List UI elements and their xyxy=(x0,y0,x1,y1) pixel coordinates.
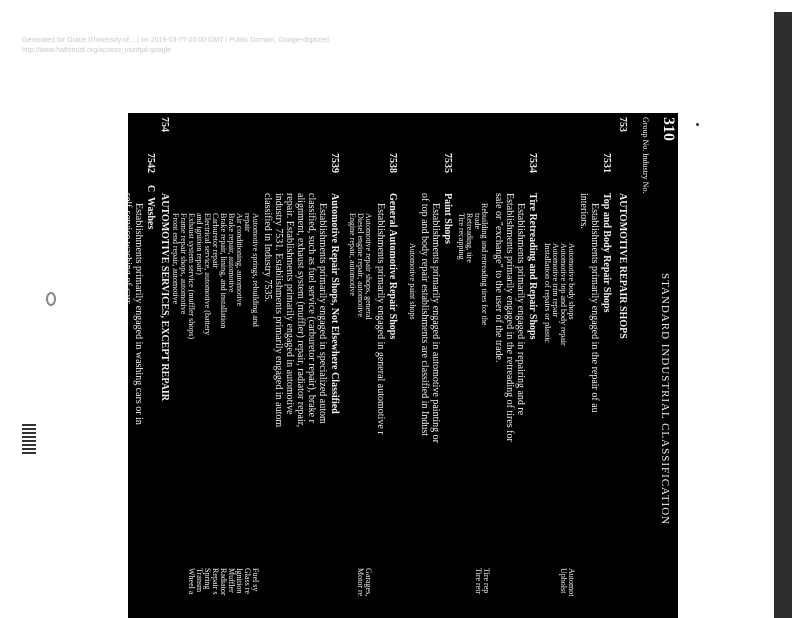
list-item: Electrical service, automotive (battery xyxy=(203,213,212,336)
col-group-label: Group No. xyxy=(641,117,650,152)
industry-code: 7535 xyxy=(442,153,453,173)
right-column xyxy=(474,568,490,594)
page-header xyxy=(22,36,402,56)
list-item: Automotive paint shops xyxy=(408,243,417,320)
list-item: Fuel sy xyxy=(251,568,260,592)
industry-desc: Establishments primarily engaged in specialized autom xyxy=(317,203,328,424)
header-line-2: http://www.hathitrust.org/access_use#pd-google xyxy=(22,47,172,54)
list-item: Motor re xyxy=(356,568,365,597)
industry-desc: Establishments primarily engaged in the retreading of tires for xyxy=(504,193,515,442)
col-industry-label: Industry No. xyxy=(641,153,650,194)
list-item: Repair s xyxy=(211,568,220,595)
list-item: Brake repair, lining, and installation xyxy=(219,213,228,329)
industry-title: Top and Body Repair Shops xyxy=(601,193,612,313)
item-list xyxy=(408,243,416,319)
industry-desc: Establishments primarily engaged in the repair of au xyxy=(589,203,600,413)
list-item: Transm xyxy=(195,568,204,593)
list-item: Retreading, tire xyxy=(465,213,474,263)
list-item: Tire rep xyxy=(482,568,491,594)
list-item: Wheel a xyxy=(187,568,196,595)
industry-desc: classified in Industry 7535. xyxy=(262,193,273,302)
list-item: Automotive body shops xyxy=(567,243,576,320)
list-item: Tire retr xyxy=(474,568,483,595)
industry-desc: Establishments primarily engaged in general automotive r xyxy=(375,203,386,435)
list-item: Automot xyxy=(567,568,576,597)
industry-desc: Establishments primarily engaged in washing cars or in xyxy=(133,203,144,425)
item-list xyxy=(457,213,481,263)
list-item: Engine repair, automotive xyxy=(348,213,357,296)
industry-desc: Establishments primarily engaged in repairing and re xyxy=(515,203,526,416)
list-item: Automotive trim repair xyxy=(551,243,560,318)
rotated-content xyxy=(122,113,678,618)
list-item: Tire recapping xyxy=(457,213,466,260)
industry-title: Washes xyxy=(145,197,156,230)
industry-desc: classified, such as fuel service (carburetor repair), brake r xyxy=(306,193,317,423)
industry-desc: sale or "exchange" to the user of the trade. xyxy=(493,193,504,363)
running-head: STANDARD INDUSTRIAL CLASSIFICATION xyxy=(659,273,671,526)
item-list xyxy=(543,243,575,346)
list-item: and ignition repair) xyxy=(195,213,204,275)
column-heads xyxy=(641,117,650,151)
industry-title: Tire Retreading and Repair Shops xyxy=(527,193,538,340)
list-item: Front end repair, automotive xyxy=(171,213,180,305)
list-item: Diesel engine repair, automotive xyxy=(356,213,365,318)
scan-artifact xyxy=(22,424,36,454)
list-item: Frame repair shops, automotive xyxy=(179,213,188,315)
industry-code: 7538 xyxy=(387,153,398,173)
list-item: Automotive repair shops, general xyxy=(364,213,373,320)
industry-mark: C xyxy=(145,185,156,193)
industry-desc: alignment, exhaust system (muffler) repair, radiator repair, xyxy=(295,193,306,428)
industry-code: 7534 xyxy=(527,153,538,173)
industry-title: General Automotive Repair Shops xyxy=(387,193,398,340)
list-item: Exhaust system service (muffler shops) xyxy=(187,213,196,340)
right-column xyxy=(356,568,372,596)
list-item: Brake repair, automotive xyxy=(227,213,236,293)
item-list xyxy=(348,213,372,320)
list-item: trade xyxy=(473,213,482,229)
industry-desc: Establishments primarily engaged in automotive painting or xyxy=(430,203,441,443)
group-number: 754 xyxy=(159,117,170,132)
industry-desc: self-service washing of cars. xyxy=(122,193,133,307)
list-item: Carburetor repair xyxy=(211,213,220,269)
industry-desc: industry 7531. Establishments primarily engaged in autom xyxy=(273,193,284,428)
right-column xyxy=(559,568,575,596)
list-item: Radiator xyxy=(219,568,228,596)
col-industry-head xyxy=(641,153,650,193)
list-item: repair xyxy=(243,213,252,232)
header-line-1: Generated for Grace (University of ...) on 2019-03-?? 00:00 GMT / Public Domain, Google-digitized xyxy=(22,37,329,44)
list-item: Ignition xyxy=(235,568,244,594)
list-item: Automotive top and body repair xyxy=(559,243,568,346)
page-number: 310 xyxy=(660,117,677,141)
industry-title: Paint Shops xyxy=(442,193,453,244)
section-title: AUTOMOTIVE SERVICES, EXCEPT REPAIR xyxy=(159,193,170,402)
list-item: Garages, xyxy=(364,568,373,597)
list-item: Muffler xyxy=(227,568,236,593)
industry-code: 7539 xyxy=(329,153,340,173)
industry-desc: repair. Establishments primarily engaged in automotive xyxy=(284,193,295,415)
list-item: Automotive springs, rebuilding and xyxy=(251,213,260,327)
list-item: Glass re xyxy=(243,568,252,594)
list-item: Upholst xyxy=(559,568,568,594)
industry-code: 7542 xyxy=(145,153,156,173)
group-number: 753 xyxy=(617,117,628,132)
scan-edge-bar xyxy=(774,12,792,618)
scan-artifact xyxy=(46,292,56,306)
industry-desc: interiors. xyxy=(578,193,589,229)
list-item: Air conditioning, automotive xyxy=(235,213,244,307)
industry-desc: of top and body repair establishments are classified in Indust xyxy=(419,193,430,436)
industry-code: 7531 xyxy=(601,153,612,173)
item-list xyxy=(171,213,259,339)
section-title: AUTOMOTIVE REPAIR SHOPS xyxy=(617,193,628,339)
scan-artifact xyxy=(696,123,699,126)
right-column xyxy=(187,568,259,596)
list-item: Spring xyxy=(203,568,212,590)
industry-desc: Rebuilding and retreading tires for the xyxy=(480,203,489,326)
scanned-page xyxy=(122,113,678,618)
list-item: Installation of repairs or plastic xyxy=(543,243,552,343)
industry-title: Automotive Repair Shops, Not Elsewhere Classified xyxy=(329,193,340,414)
